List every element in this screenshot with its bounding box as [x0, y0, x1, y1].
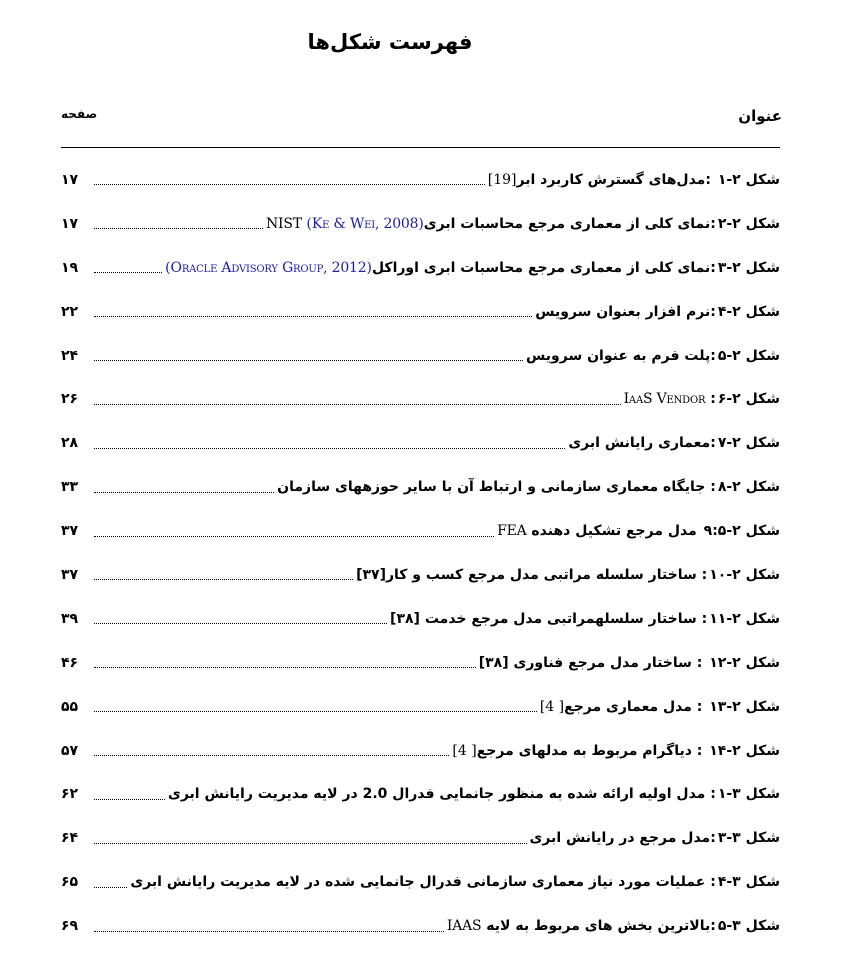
column-header-page: صفحه	[61, 107, 98, 121]
dot-leader	[94, 316, 532, 317]
list-item	[61, 421, 780, 465]
entry-text: شکل ۳-۵:بالاترین بخش های مربوط به لایه IAAS	[446, 918, 780, 935]
entry-text: شکل ۲-۱۱: ساختار سلسلهمراتبی مدل مرجع خدمت [۳۸]	[390, 610, 780, 627]
dot-leader	[94, 667, 476, 668]
list-item	[61, 202, 780, 246]
list-item	[61, 641, 780, 685]
page-number: ۳۷	[61, 523, 79, 540]
list-item	[61, 772, 780, 816]
page-number: ۲۸	[61, 435, 79, 452]
dot-leader	[94, 755, 449, 756]
list-item	[61, 860, 780, 904]
page-number: ۲۶	[61, 391, 79, 408]
column-header-title: عنوان	[738, 107, 782, 125]
list-item	[61, 290, 780, 334]
entry-text: شکل ۳-۱: مدل اولیه ارائه شده به منظور جانمایی فدرال 2.0 در لایه مدیریت رایانش ابری	[168, 786, 780, 803]
entry-text: شکل ۲-۸: جایگاه معماری سازمانی و ارتباط آن با سایر حوزههای سازمان	[277, 479, 780, 496]
page-number: ۶۲	[61, 786, 79, 803]
list-item	[61, 377, 780, 421]
entry-text: شکل ۳-۳:مدل مرجع در رایانش ابری	[529, 830, 780, 847]
dot-leader	[94, 711, 537, 712]
page-number: ۶۹	[61, 918, 79, 935]
list-item	[61, 334, 780, 378]
dot-leader	[94, 843, 527, 844]
dot-leader	[94, 799, 165, 800]
dot-leader	[94, 360, 523, 361]
page-title: فهرست شکل‌ها	[307, 30, 473, 54]
entry-text: شکل ۲-۳:نمای کلی از معماری مرجع محاسبات ابری اوراکل(Oracle Advisory Group, 2012)	[165, 259, 780, 276]
dot-leader	[94, 272, 162, 273]
entry-text: شکل ۲-۱۲ : ساختار مدل مرجع فناوری [۳۸]	[478, 654, 780, 671]
entry-text: شکل ۲-۴:نرم افزار بعنوان سرویس	[535, 303, 780, 320]
entry-text: شکل ۲-۱۳ : مدل معماری مرجع[ 4]	[539, 698, 780, 715]
list-item	[61, 553, 780, 597]
dot-leader	[94, 228, 263, 229]
entry-text: شکل ۲-۵:پلت فرم به عنوان سرویس	[526, 347, 780, 364]
dot-leader	[94, 536, 494, 537]
page-number: ۴۶	[61, 654, 79, 671]
list-item	[61, 509, 780, 553]
entry-text: شکل ۳-۴: عملیات مورد نیاز معماری سازمانی فدرال جانمایی شده در لایه مدیریت رایانش ابری	[130, 874, 780, 891]
list-item	[61, 729, 780, 773]
page-number: ۵۷	[61, 742, 79, 759]
page-number: ۶۴	[61, 830, 79, 847]
entry-text: شکل ۲-۷:معماری رایانش ابری	[568, 435, 780, 452]
list-item	[61, 685, 780, 729]
dot-leader	[94, 448, 565, 449]
dot-leader	[94, 184, 485, 185]
list-item	[61, 816, 780, 860]
entry-text: شکل ۲-۲:نمای کلی از معماری مرجع محاسبات ابری(Ke & Wei, 2008) NIST	[265, 215, 780, 232]
dot-leader	[94, 579, 353, 580]
entry-text: شکل ۲-۱۴ : دیاگرام مربوط به مدلهای مرجع[ 4]	[452, 742, 780, 759]
page-number: ۶۵	[61, 874, 79, 891]
list-item	[61, 597, 780, 641]
list-item	[61, 465, 780, 509]
page-number: ۵۵	[61, 698, 79, 715]
list-item	[61, 246, 780, 290]
header-divider	[61, 147, 780, 148]
entry-text: شکل ۲-۶: IaaS Vendor	[623, 391, 780, 408]
page-number: ۱۹	[61, 259, 79, 276]
list-item	[61, 904, 780, 948]
page-number: ۳۳	[61, 479, 79, 496]
entry-text: شکل ۲-۹:۵ مدل مرجع تشکیل دهنده FEA	[497, 523, 780, 540]
figure-list	[61, 158, 780, 948]
page-number: ۲۴	[61, 347, 79, 364]
page-number: ۳۷	[61, 566, 79, 583]
dot-leader	[94, 404, 621, 405]
page-number: ۲۲	[61, 303, 79, 320]
dot-leader	[94, 931, 444, 932]
page-number: ۱۷	[61, 171, 79, 188]
entry-text: شکل ۲-۱۰: ساختار سلسله مراتبی مدل مرجع کسب و کار[۳۷]	[356, 566, 780, 583]
entry-text: شکل ۲-۱ :مدل‌های گسترش کاربرد ابر[19]	[487, 171, 780, 188]
dot-leader	[94, 887, 127, 888]
dot-leader	[94, 623, 387, 624]
list-item	[61, 158, 780, 202]
page-number: ۳۹	[61, 610, 79, 627]
page-number: ۱۷	[61, 215, 79, 232]
dot-leader	[94, 492, 274, 493]
